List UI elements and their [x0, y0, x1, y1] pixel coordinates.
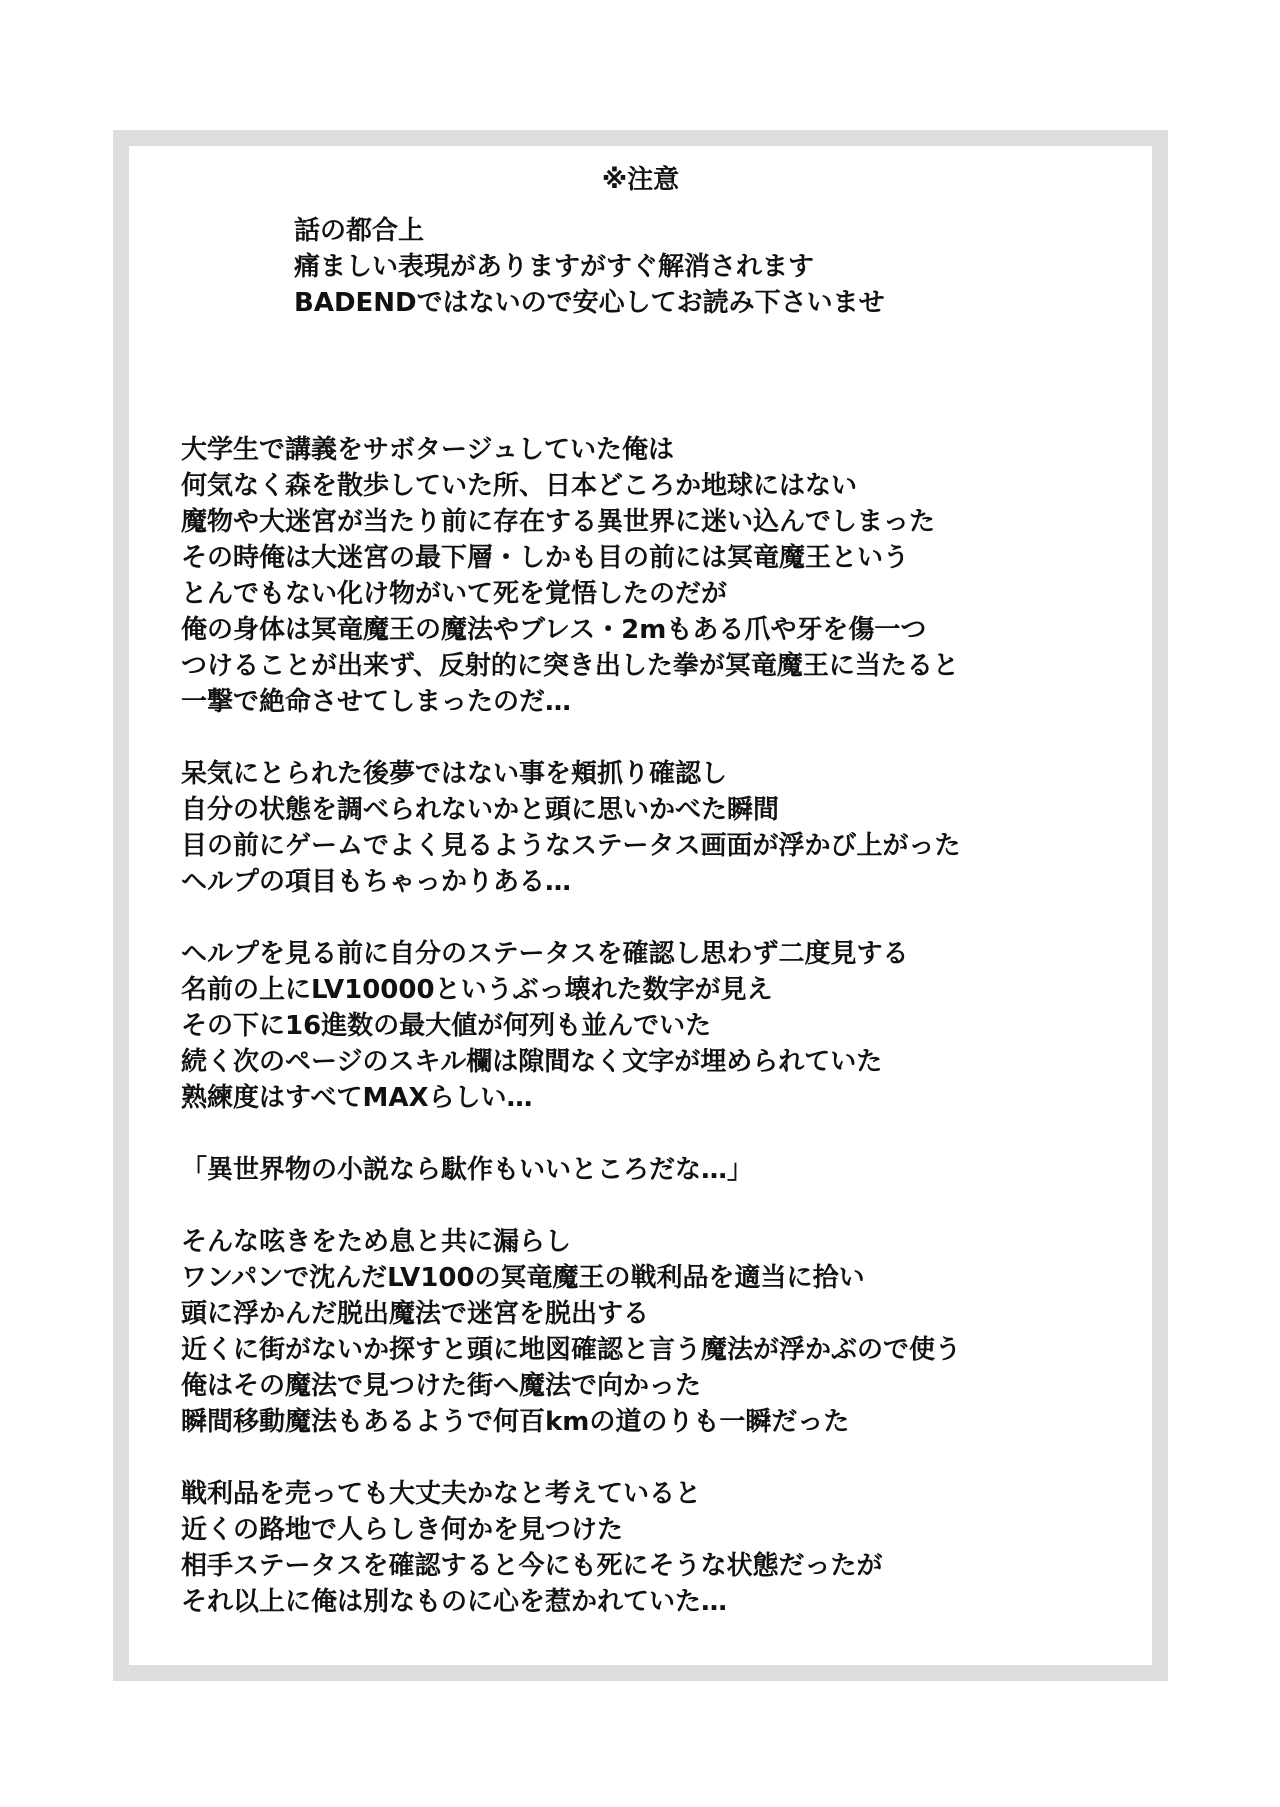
story-line: 近くに街がないか探すと頭に地図確認と言う魔法が浮かぶので使う	[181, 1335, 962, 1365]
story-line: 呆気にとられた後夢ではない事を頬抓り確認し	[181, 759, 728, 789]
story-line: 瞬間移動魔法もあるようで何百kmの道のりも一瞬だった	[181, 1407, 850, 1437]
story-line: それ以上に俺は別なものに心を惹かれていた…	[181, 1587, 728, 1617]
story-line: つけることが出来ず、反射的に突き出した拳が冥竜魔王に当たると	[181, 651, 959, 681]
story-line: 一撃で絶命させてしまったのだ…	[181, 687, 572, 717]
story-line: とんでもない化け物がいて死を覚悟したのだが	[181, 579, 728, 609]
story-line: その時俺は大迷宮の最下層・しかも目の前には冥竜魔王という	[181, 543, 910, 573]
story-line: 近くの路地で人らしき何かを見つけた	[181, 1515, 624, 1545]
story-line: 何気なく森を散歩していた所、日本どころか地球にはない	[181, 471, 858, 501]
story-line: 魔物や大迷宮が当たり前に存在する異世界に迷い込んでしまった	[181, 507, 936, 537]
story-line: ヘルプを見る前に自分のステータスを確認し思わず二度見する	[181, 939, 909, 969]
story-paragraph	[181, 1476, 961, 1620]
story-line: 「異世界物の小説なら駄作もいいところだな…」	[181, 1155, 754, 1185]
story-body	[181, 432, 961, 1620]
story-line: そんな呟きをため息と共に漏らし	[181, 1227, 572, 1257]
story-line: 名前の上にLV10000というぶっ壊れた数字が見え	[181, 975, 773, 1005]
story-line: 続く次のページのスキル欄は隙間なく文字が埋められていた	[181, 1047, 883, 1077]
story-line: 自分の状態を調べられないかと頭に思いかべた瞬間	[181, 795, 780, 825]
story-line: 目の前にゲームでよく見るようなステータス画面が浮かび上がった	[181, 831, 961, 861]
notice-line: BADENDではないので安心してお読み下さいませ	[294, 288, 885, 318]
story-line: 熟練度はすべてMAXらしい…	[181, 1083, 533, 1113]
page-title: ※注意	[601, 165, 680, 195]
story-line: 俺の身体は冥竜魔王の魔法やブレス・2mもある爪や牙を傷一つ	[181, 615, 927, 645]
story-line: その下に16進数の最大値が何列も並んでいた	[181, 1011, 712, 1041]
notice-block	[294, 213, 885, 321]
story-paragraph	[181, 1224, 961, 1440]
story-line: 戦利品を売っても大丈夫かなと考えていると	[181, 1479, 702, 1509]
notice-line: 痛ましい表現がありますがすぐ解消されます	[294, 252, 815, 282]
story-paragraph	[181, 756, 961, 900]
page-frame	[113, 130, 1168, 1681]
story-paragraph	[181, 1152, 961, 1188]
story-line: ワンパンで沈んだLV100の冥竜魔王の戦利品を適当に拾い	[181, 1263, 865, 1293]
story-line: ヘルプの項目もちゃっかりある…	[181, 867, 572, 897]
story-paragraph	[181, 432, 961, 720]
story-line: 相手ステータスを確認すると今にも死にそうな状態だったが	[181, 1551, 883, 1581]
story-line: 俺はその魔法で見つけた街へ魔法で向かった	[181, 1371, 702, 1401]
story-line: 頭に浮かんだ脱出魔法で迷宮を脱出する	[181, 1299, 650, 1329]
story-line: 大学生で講義をサボタージュしていた俺は	[181, 435, 674, 465]
story-paragraph	[181, 936, 961, 1116]
notice-line: 話の都合上	[294, 216, 425, 246]
